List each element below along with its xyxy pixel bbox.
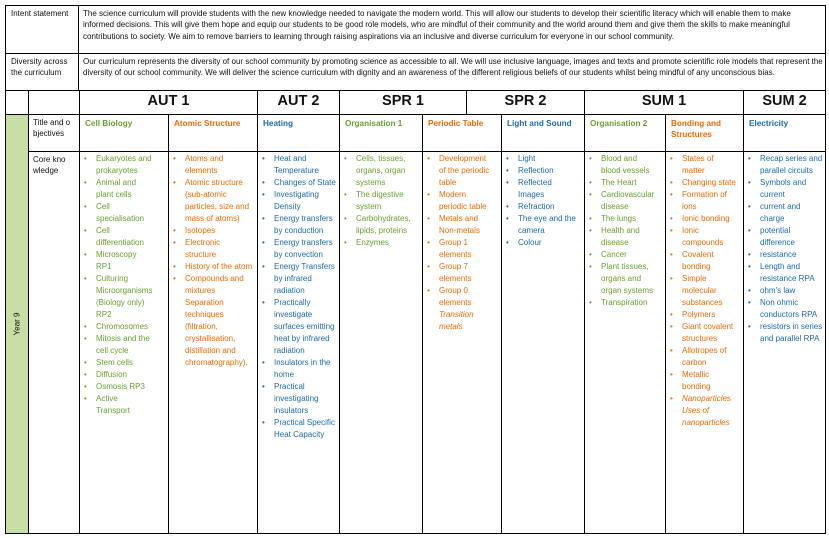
list-item: • Recap series and parallel circuits: [744, 153, 824, 177]
list-item: • Animal and plant cells: [80, 177, 152, 201]
term-sum1: SUM 1: [641, 93, 687, 109]
bonding-and-structures-list: [666, 153, 738, 429]
list-item: • Group 1 elements: [423, 237, 495, 261]
diversity-text: Our curriculum represents the diversity of our school community by promoting science as accessible to all. We will use inclusive language, images and texts and promote scientific role models that represent the diversity of our school community. We will deliver the science curriculum with dignity and an awareness of the different religious beliefs of our students whilst being mindful of any unconscious bias.: [83, 57, 823, 78]
list-item: • resistance: [744, 249, 824, 261]
intent-text: The science curriculum will provide students with the new knowledge needed to navigate the modern world. This will allow our students to develop their scientific literacy which will enable them to make informed decisions. This will give them hope and equip our students to be good role models, who are mindful of their community and the world around them and give them the skills to make meaningful contributions to society. We aim to remove barriers to learning through raising aspirations via an inclusive and diverse curriculum for everyone in our school community.: [83, 9, 791, 41]
list-item: • Energy Transfers by infrared radiation: [258, 261, 338, 297]
list-item: • Health and disease: [585, 225, 657, 249]
list-item: • Stem cells: [80, 357, 152, 369]
term-aut2: AUT 2: [277, 93, 320, 109]
unit-title-cell-biology: Cell Biology: [85, 119, 133, 128]
unit-title-organisation-1: Organisation 1: [345, 119, 403, 128]
list-item: • Diffusion: [80, 369, 152, 381]
list-item: • Covalent bonding: [666, 249, 738, 273]
unit-title-electricity: Electricity: [749, 119, 789, 128]
list-item: • Giant covalent structures: [666, 321, 738, 345]
term-spr1: SPR 1: [382, 93, 424, 109]
heating-list: [258, 153, 338, 441]
list-item: • Non ohmic conductors RPA: [744, 297, 824, 321]
list-item: • Cell specialisation: [80, 201, 152, 225]
list-item: • potential difference: [744, 225, 824, 249]
list-item: • Compounds and mixtures Separation techniques (filtration, crystallisation, distillation and chromatography).: [169, 273, 253, 369]
list-item: • Length and resistance RPA: [744, 261, 824, 285]
list-item: • Atomic structure (sub-atomic particles, size and mass of atoms): [169, 177, 253, 225]
list-item: • Polymers: [666, 309, 738, 321]
list-item: • Cell differentiation: [80, 225, 152, 249]
list-item: • Changing state: [666, 177, 738, 189]
list-item: • Active Transport: [80, 393, 152, 417]
list-item: • Formation of ions: [666, 189, 738, 213]
list-item: • Reflection: [502, 165, 580, 177]
list-item: • Heat and Temperature: [258, 153, 338, 177]
list-item: • Microscopy RP1: [80, 249, 152, 273]
list-item: • Colour: [502, 237, 580, 249]
list-item: • Metallic bonding: [666, 369, 738, 393]
list-item: • Simple molecular substances: [666, 273, 738, 309]
list-item: • Mitosis and the cell cycle: [80, 333, 152, 357]
list-item: • Modern periodic table: [423, 189, 495, 213]
list-item: Transition metals: [439, 310, 474, 331]
list-item: • Blood and blood vessels: [585, 153, 657, 177]
row-label-title: Title and objectives: [33, 118, 71, 138]
list-item: • Group 7 elements: [423, 261, 495, 285]
list-item: • Energy transfers by convection: [258, 237, 338, 261]
list-item: • Changes of State: [258, 177, 338, 189]
term-sum2: SUM 2: [762, 93, 807, 109]
light-and-sound-list: [502, 153, 580, 249]
cell-biology-list: [80, 153, 152, 417]
list-item: • Practical Specific Heat Capacity: [258, 417, 338, 441]
list-item: • ohm's law: [744, 285, 824, 297]
list-item: • States of matter: [666, 153, 738, 177]
unit-title-atomic-structure: Atomic Structure: [174, 119, 241, 128]
unit-title-periodic-table: Periodic Table: [428, 119, 484, 128]
year-bar: [6, 115, 28, 533]
list-item: • Practical investigating insulators: [258, 381, 338, 417]
list-item: • Cardiovascular disease: [585, 189, 657, 213]
list-item: • Transpiration: [585, 297, 657, 309]
list-item: • Culturing Microorganisms (Biology only) RP2: [80, 273, 152, 321]
list-item: • Symbols and current: [744, 177, 824, 201]
list-item: • Eukaryotes and prokaryotes: [80, 153, 152, 177]
list-item: • Insulators in the home: [258, 357, 338, 381]
list-item: • The Heart: [585, 177, 657, 189]
list-item: • Carbohydrates, lipids, proteins: [340, 213, 420, 237]
organisation-1-list: [340, 153, 420, 249]
list-item: • The digestive system: [340, 189, 420, 213]
list-item: • Energy transfers by conduction: [258, 213, 338, 237]
list-item: • Osmosis RP3: [80, 381, 152, 393]
list-item: • Chromosomes: [80, 321, 152, 333]
list-item: • Cancer: [585, 249, 657, 261]
unit-title-heating: Heating: [263, 119, 294, 128]
list-item: • Group 0 elements: [423, 285, 495, 309]
electricity-list: [744, 153, 824, 345]
list-item: • Investigating Density: [258, 189, 338, 213]
list-item: • Metals and Non-metals: [423, 213, 495, 237]
list-item: • Enzymes: [340, 237, 420, 249]
term-spr2: SPR 2: [504, 93, 547, 109]
list-item: • Nanoparticles: [666, 393, 738, 405]
organisation-2-list: [585, 153, 657, 309]
list-item: • Refraction: [502, 201, 580, 213]
intent-label: Intent statement: [11, 9, 69, 18]
list-item: • Practically investigate surfaces emitting heat by infrared radiation: [258, 297, 338, 357]
list-item: • Electronic structure: [169, 237, 253, 261]
unit-title-light-and-sound: Light and Sound: [507, 119, 572, 128]
unit-title-bonding-and-structures: Bonding and Structures: [671, 119, 722, 139]
atomic-structure-list: [169, 153, 253, 369]
list-item: • Reflected Images: [502, 177, 580, 201]
periodic-table-list: [423, 153, 495, 333]
list-item: • Development of the periodic table: [423, 153, 495, 189]
list-item: • Isotopes: [169, 225, 253, 237]
list-item: • The lungs: [585, 213, 657, 225]
list-item: • current and charge: [744, 201, 824, 225]
term-aut1: AUT 1: [147, 93, 190, 109]
unit-title-organisation-2: Organisation 2: [590, 119, 648, 128]
list-item: Uses of nanoparticles: [682, 406, 730, 427]
row-label-core: Core knowledge: [33, 155, 66, 175]
list-item: • Light: [502, 153, 580, 165]
list-item: • History of the atom: [169, 261, 253, 273]
list-item: • The eye and the camera: [502, 213, 580, 237]
list-item: • Ionic bonding: [666, 213, 738, 225]
list-item: • Allotropes of carbon: [666, 345, 738, 369]
list-item: • Ionic compounds: [666, 225, 738, 249]
list-item: • Plant tissues, organs and organ systems: [585, 261, 657, 297]
list-item: • Cells, tissues, organs, organ systems: [340, 153, 420, 189]
diversity-label: Diversity across the curriculum: [11, 57, 68, 77]
year-label: Year 9: [12, 312, 22, 336]
list-item: • Atoms and elements: [169, 153, 253, 177]
list-item: • resistors in series and parallel RPA: [744, 321, 824, 345]
